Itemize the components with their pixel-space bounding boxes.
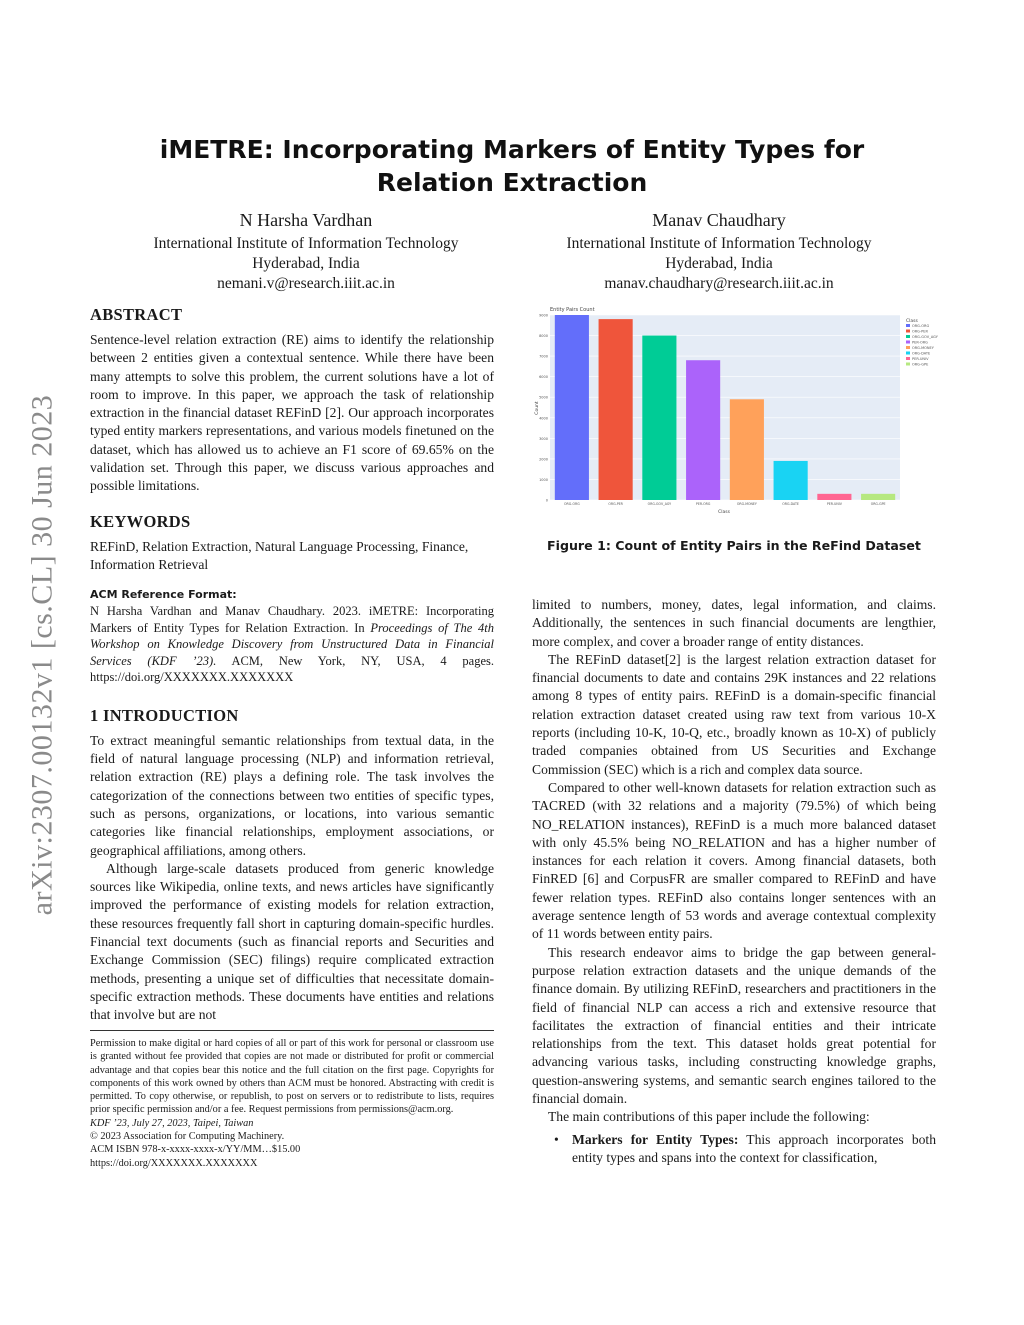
- bar-org-date: [774, 461, 808, 500]
- keywords-text: REFinD, Relation Extraction, Natural Language Processing, Finance, Information Retrieval: [90, 538, 469, 572]
- bar-org-money: [730, 399, 764, 500]
- y-tick-label: 6000: [539, 375, 548, 380]
- author-name: N Harsha Vardhan: [239, 210, 373, 230]
- y-axis-label: Count: [535, 401, 540, 415]
- acm-reference-label: ACM Reference Format:: [90, 588, 237, 602]
- permission-notice: Permission to make digital or hard copies of all or part of this work for personal or classroom use is granted without fee provided that copies are not made or distributed for profit or commercial advantage and that copies bear this notice and the full citation on the first page. Copyrights for components of this work owned by others than ACM must be honored. Abstracting with credit is permitted. To copy otherwise, or republish, to post on servers or to redistribute to lists, requires prior specific permission and/or a fee. Request permissions from permissions@acm.org.: [90, 1038, 494, 1116]
- bar-org-gov_agy: [642, 336, 676, 500]
- isbn-line: ACM ISBN 978-x-xxxx-xxxx-x/YY/MM…$15.00: [90, 1144, 301, 1156]
- legend-swatch: [906, 335, 910, 338]
- y-tick-labels: [539, 314, 548, 503]
- arxiv-stamp: [12, 360, 72, 950]
- intro-paragraph-2: Although large-scale datasets produced from generic knowledge sources like Wikipedia, online texts, and news articles have significantly improved the performance of existing models for relation extraction, these resources frequently fall short in capturing domain-specific hurdles. Financial text documents (such as financial reports and Securities and Exchange Commission (SEC) filings) require complicated extraction methods, presenting a unique set of difficulties that necessitate domain-specific extraction methods. These documents have entities and relations that involve but are not: [90, 860, 494, 1023]
- x-tick-label: ORG-GOV_AGY: [647, 502, 672, 506]
- legend-swatch: [906, 324, 910, 327]
- bar-per-univ: [817, 494, 851, 500]
- right-paragraph-5: The main contributions of this paper include the following:: [548, 1109, 870, 1125]
- x-axis-label: Class: [718, 510, 730, 515]
- keywords-heading: KEYWORDS: [90, 511, 191, 531]
- right-paragraph-2: The REFinD dataset[2] is the largest relation extraction dataset for financial documents to date and contains 29K instances and 22 relations among 8 types of entity pairs. REFinD is a domain-specific financial relation extraction dataset created using raw text from various 10-X reports (including 10-K, 10-Q, etc., broadly known as 10-X) of publicly traded companies obtained from US Securities and Exchange Commission (SEC) which is a rich and complex data source.: [532, 651, 936, 777]
- contribution-bullet: [532, 1131, 936, 1168]
- bullet-text: [572, 1131, 936, 1168]
- right-paragraph-1: limited to numbers, money, dates, legal information, and claims. Additionally, the sentences in such financial documents are lengthier, more complex, and cover a broader range of entity distances.: [532, 597, 936, 649]
- legend-entry: ORG-MONEY: [912, 346, 934, 350]
- x-tick-label: ORG-PER: [608, 502, 623, 506]
- y-tick-label: 7000: [539, 354, 548, 359]
- legend-swatch: [906, 363, 910, 366]
- copyright-footnote: [90, 1030, 494, 1170]
- y-tick-label: 0: [545, 498, 548, 503]
- legend-swatch: [906, 357, 910, 360]
- author-email[interactable]: manav.chaudhary@research.iiit.ac.in: [604, 275, 834, 292]
- chart-title: Entity Pairs Count: [550, 307, 595, 313]
- figure-1: [534, 300, 974, 520]
- x-tick-label: ORG-GPE: [870, 502, 886, 506]
- bar-per-org: [686, 360, 720, 500]
- y-tick-label: 4000: [539, 416, 548, 421]
- arxiv-stamp-text: arXiv:2307.00132v1 [cs.CL] 30 Jun 2023: [25, 394, 58, 916]
- author-location: Hyderabad, India: [665, 255, 773, 272]
- y-tick-label: 2000: [539, 457, 548, 462]
- legend-swatch: [906, 352, 910, 355]
- author-location: Hyderabad, India: [252, 255, 360, 272]
- legend-swatch: [906, 330, 910, 333]
- x-tick-label: ORG-MONEY: [736, 502, 757, 506]
- acm-reference: [90, 588, 494, 686]
- paper-title: iMETRE: Incorporating Markers of Entity Types for Relation Extraction: [159, 135, 865, 197]
- introduction-heading: 1 INTRODUCTION: [90, 705, 239, 725]
- right-column: [532, 596, 936, 1167]
- author-name: Manav Chaudhary: [652, 210, 786, 230]
- legend-entry: ORG-GPE: [912, 362, 929, 367]
- author-block-1: [96, 208, 516, 294]
- abstract-heading: ABSTRACT: [90, 305, 183, 324]
- author-block-2: [509, 208, 929, 294]
- legend-entry: ORG-GOV_AGY: [912, 335, 938, 339]
- y-tick-label: 3000: [539, 436, 548, 441]
- y-tick-label: 5000: [539, 395, 548, 400]
- bullet-title: Markers for Entity Types:: [572, 1131, 739, 1147]
- author-email[interactable]: nemani.v@research.iiit.ac.in: [217, 275, 395, 292]
- venue-line: [90, 1117, 494, 1130]
- abstract-text: Sentence-level relation extraction (RE) aims to identify the relationship between 2 entities given a contextual sentence. While there have been many attempts to solve this problem, the current solutions have a lot of room to improve. In this paper, we approach the task of relationship extraction in the financial dataset REFinD [2]. Our approach incorporates typed entity markers representations, and various models finetuned on the dataset, which has allowed us to achieve an F1 score of 69.65% on the validation set. Through this paper, we discuss various approaches and possible limitations.: [90, 332, 494, 494]
- intro-paragraph-1: To extract meaningful semantic relationships from textual data, in the field of natural language processing (NLP) and information retrieval, relation extraction (RE) plays a defining role. The task involves the categorization of the connections between two entities of specific types, such as persons, organizations, or locations, into various semantic categories like financial relationships, employment associations, or geographical affiliations, among others.: [90, 732, 494, 858]
- y-tick-label: 8000: [539, 334, 548, 339]
- right-paragraph-3: Compared to other well-known datasets for relation extraction such as TACRED (with 32 relations and a majority (79.5%) of which being NO_RELATION instances), REFinD is a much more balanced dataset with only 45.5% being NO_RELATION and has a higher number of instances for each relation it covers. Among financial datasets, both FinRED [6] and CorpusFR are smaller compared to REFinD and have fewer relation types. REFinD also contains longer sentences with an average sentence length of 53 words and average contextual complexity of 11 words between entity pairs.: [532, 779, 936, 942]
- acm-ref-venue: Proceedings of The 4th Workshop on Knowledge Discovery from Unstructured Data in Financial Services (KDF ’23).: [90, 620, 494, 668]
- footnote-divider: [90, 1030, 494, 1031]
- left-column: [90, 305, 494, 1025]
- x-tick-label: ORG-DATE: [782, 502, 799, 506]
- bar-org-org: [555, 315, 589, 500]
- legend-entry: PER-UNIV: [912, 357, 929, 361]
- author-affiliation: International Institute of Information Technology: [153, 235, 459, 252]
- x-tick-labels: [564, 502, 886, 506]
- legend-entry: ORG-DATE: [912, 351, 931, 356]
- acm-ref-publisher: ACM, New York, NY, USA, 4 pages. https://doi.org/XXXXXXX.XXXXXXX: [90, 653, 494, 685]
- legend-entry: ORG-PER: [912, 329, 928, 334]
- acm-reference-text: [90, 603, 494, 686]
- bar-chart: [534, 300, 974, 520]
- venue-text: KDF ’23, July 27, 2023, Taipei, Taiwan: [90, 1117, 254, 1129]
- legend-title: Class: [906, 319, 918, 324]
- bar-org-per: [599, 319, 633, 500]
- legend: [906, 318, 939, 367]
- bar-org-gpe: [861, 494, 895, 500]
- author-affiliation: International Institute of Information Technology: [566, 235, 872, 252]
- x-tick-label: PER-UNIV: [826, 502, 842, 506]
- right-paragraph-4: This research endeavor aims to bridge the gap between general-purpose relation extraction datasets and the unique demands of the finance domain. By utilizing REFinD, researchers and practitioners in the field of financial NLP can access a rich and extensive resource that facilitates the extraction of financial entities and their intricate relationships from the text. This dataset holds great potential for advancing various tasks, including constructing knowledge graphs, question-answering systems, and semantic search engines tailored to the financial domain.: [532, 944, 936, 1107]
- y-tick-label: 9000: [539, 313, 548, 318]
- legend-swatch: [906, 341, 910, 344]
- figure-caption: Figure 1: Count of Entity Pairs in the ReFind Dataset: [547, 538, 921, 553]
- x-tick-label: ORG-ORG: [564, 502, 580, 506]
- bullet-body: This approach incorporates both entity types and spans into the context for classification,: [572, 1131, 936, 1165]
- legend-swatch: [906, 346, 910, 349]
- bullet-marker: •: [554, 1131, 559, 1147]
- acm-ref-authors: N Harsha Vardhan and Manav Chaudhary. 2023. iMETRE: Incorporating Markers of Entity Types for Relation Extraction. In: [90, 604, 494, 635]
- doi-line[interactable]: https://doi.org/XXXXXXX.XXXXXXX: [90, 1157, 258, 1169]
- legend-entry: PER-ORG: [912, 340, 928, 345]
- copyright-line: © 2023 Association for Computing Machinery.: [90, 1131, 285, 1143]
- y-tick-label: 1000: [539, 477, 548, 482]
- x-tick-label: PER-ORG: [695, 502, 711, 506]
- legend-entry: ORG-ORG: [912, 324, 930, 328]
